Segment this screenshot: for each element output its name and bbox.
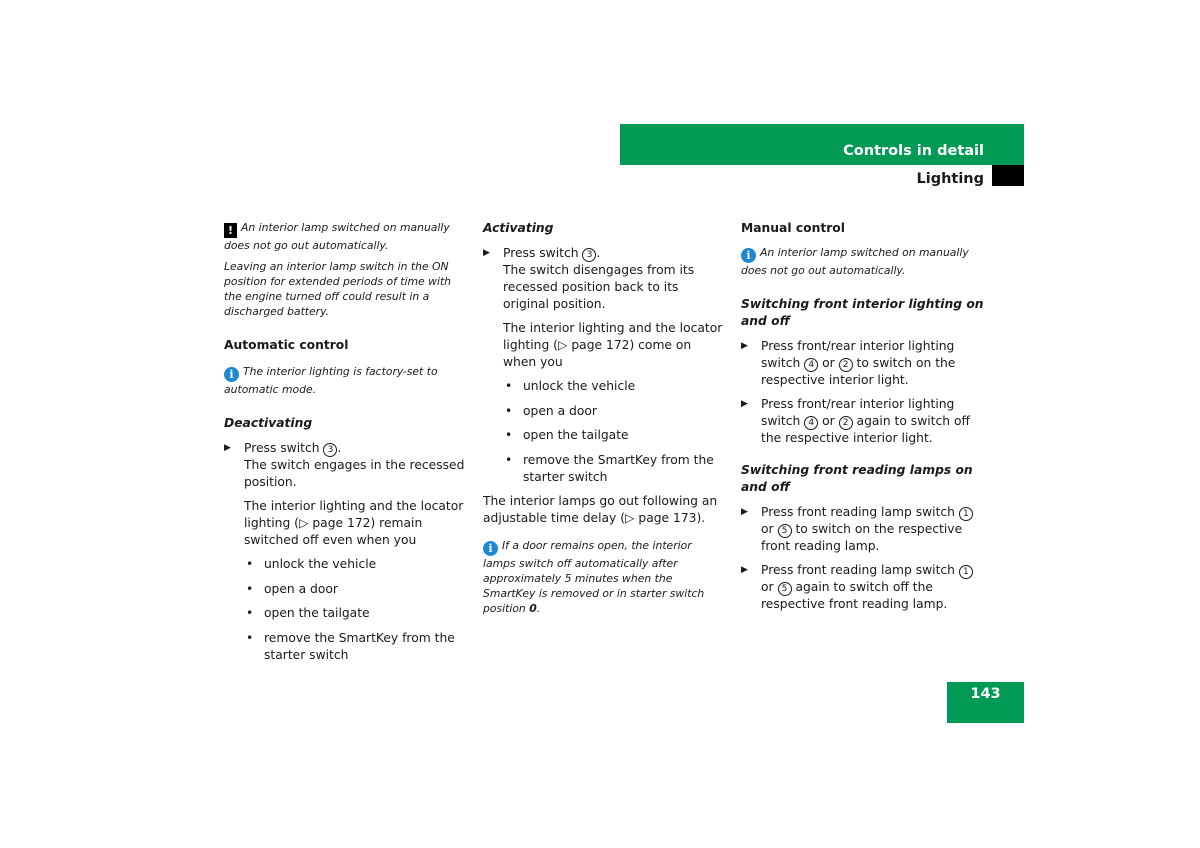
step-or: or: [761, 580, 774, 594]
front-interior-heading: Switching front interior lighting on and off: [741, 297, 984, 328]
arrow-right-icon: ▶: [224, 443, 231, 453]
step-result: The switch disengages from its recessed position back to its original position.: [503, 263, 695, 311]
list-item: • open the tailgate: [505, 428, 629, 443]
info-icon: i: [741, 248, 756, 263]
para-text: The interior lighting and the locator lighting (: [244, 499, 464, 530]
step-suffix: .: [596, 246, 601, 260]
list-item-text: open a door: [523, 403, 597, 418]
switch-number-badge: 5: [778, 582, 792, 596]
step-suffix: .: [337, 441, 342, 455]
list-item-text: open a door: [264, 581, 338, 596]
warning-note: [224, 220, 468, 253]
list-item-text: open the tailgate: [264, 606, 370, 621]
warning-icon: !: [224, 223, 237, 238]
switch-number-badge: 3: [582, 248, 596, 262]
delay-text: The interior lamps go out following an adjustable time delay (: [483, 494, 718, 526]
list-item-text: remove the SmartKey from the starter switch: [523, 452, 714, 484]
step-text: again to switch off the respective interior light.: [761, 414, 970, 445]
switch-number-badge: 2: [839, 358, 853, 372]
list-item: • unlock the vehicle: [505, 379, 636, 393]
list-item: • open the tailgate: [246, 606, 370, 621]
reading-lamps-heading: Switching front reading lamps on and off: [741, 463, 973, 494]
info-note: [224, 364, 468, 397]
step-reading-off: [741, 562, 987, 613]
triangle-right-icon: ▷: [557, 338, 568, 352]
deactivating-heading: Deactivating: [224, 416, 313, 430]
page-subtitle: Lighting: [916, 171, 984, 187]
condition-list: [483, 378, 723, 486]
info-note-text: The interior lighting is factory-set to automatic mode.: [224, 365, 438, 396]
step-text: to switch on the respective front reading lamp.: [761, 522, 963, 553]
automatic-control-heading: Automatic control: [224, 338, 349, 352]
step-press-switch: [224, 440, 468, 491]
step-text: Press front/rear interior lighting switch: [761, 397, 955, 428]
step-press-switch: [483, 245, 723, 313]
switch-position-value: 0: [529, 602, 537, 616]
triangle-right-icon: ▷: [298, 516, 309, 530]
info-icon: i: [483, 541, 498, 556]
activating-heading: Activating: [483, 221, 554, 235]
step-text: to switch on the respective interior light.: [761, 356, 956, 387]
switch-number-badge: 5: [778, 524, 792, 538]
arrow-right-icon: ▶: [741, 399, 748, 409]
info-note-end: .: [536, 602, 541, 616]
switch-number-badge: 4: [804, 416, 818, 430]
arrow-right-icon: ▶: [741, 341, 748, 351]
list-item: • unlock the vehicle: [246, 557, 377, 571]
list-item: • open a door: [505, 403, 597, 418]
lighting-paragraph: [483, 320, 723, 371]
switch-number-badge: 4: [804, 358, 818, 372]
list-item: • open a door: [246, 581, 338, 596]
page-reference: page 172) remain switched off even when you: [244, 516, 423, 547]
step-result: The switch engages in the recessed position.: [244, 458, 465, 489]
warning-note-text: An interior lamp switched on manually does not go out automatically.: [224, 221, 450, 252]
list-item-text: unlock the vehicle: [523, 379, 636, 393]
step-or: or: [822, 414, 835, 428]
list-item: • remove the SmartKey from the starter switch: [505, 452, 714, 484]
step-or: or: [822, 356, 835, 370]
list-item: • remove the SmartKey from the starter switch: [246, 630, 455, 662]
step-text: again to switch off the respective front reading lamp.: [761, 580, 948, 611]
list-item-text: open the tailgate: [523, 428, 629, 443]
condition-list: [224, 556, 468, 664]
info-note-text: If a door remains open, the interior lamps switch off automatically after approximately 5 minutes when the SmartKey is removed or in starter switch position: [483, 539, 705, 616]
list-item-text: unlock the vehicle: [264, 557, 377, 571]
section-title: Controls in detail: [843, 143, 984, 159]
arrow-right-icon: ▶: [741, 565, 748, 575]
switch-number-badge: 1: [959, 507, 973, 521]
manual-control-heading: Manual control: [741, 221, 845, 235]
list-item-text: remove the SmartKey from the starter switch: [264, 630, 455, 662]
warning-note-detail: Leaving an interior lamp switch in the ON position for extended periods of time with the engine turned off could result in a discharged battery.: [224, 260, 452, 318]
delay-paragraph: [483, 493, 723, 527]
step-text: Press switch: [503, 246, 579, 260]
step-front-on: [741, 338, 987, 389]
step-text: Press switch: [244, 441, 320, 455]
page-reference: page 173).: [638, 511, 706, 526]
switch-number-badge: 3: [323, 443, 337, 457]
para-text: The interior lighting and the locator lighting (: [503, 321, 723, 352]
step-or: or: [761, 522, 774, 536]
header-bar: [620, 124, 1024, 165]
switch-number-badge: 2: [839, 416, 853, 430]
column-3: [741, 220, 987, 620]
page-reference: page 172) come on when you: [503, 338, 692, 369]
step-reading-on: [741, 504, 987, 555]
step-text: Press front reading lamp switch: [761, 505, 955, 519]
arrow-right-icon: ▶: [483, 248, 490, 258]
column-1: [224, 220, 468, 671]
header-sub: [620, 165, 1024, 193]
arrow-right-icon: ▶: [741, 507, 748, 517]
triangle-right-icon: ▷: [625, 511, 635, 526]
page-number-box: [947, 682, 1024, 723]
step-text: Press front reading lamp switch: [761, 563, 955, 577]
page-number: 143: [970, 686, 1001, 702]
subtitle-marker-block: [992, 165, 1024, 186]
switch-number-badge: 1: [959, 565, 973, 579]
info-note-text: An interior lamp switched on manually does not go out automatically.: [741, 246, 969, 277]
lighting-paragraph: [224, 498, 468, 549]
step-text: Press front/rear interior lighting switch: [761, 339, 955, 370]
step-front-off: [741, 396, 987, 447]
info-note: [741, 245, 987, 278]
info-icon: i: [224, 367, 239, 382]
column-2: [483, 220, 723, 622]
info-note: [483, 538, 723, 616]
